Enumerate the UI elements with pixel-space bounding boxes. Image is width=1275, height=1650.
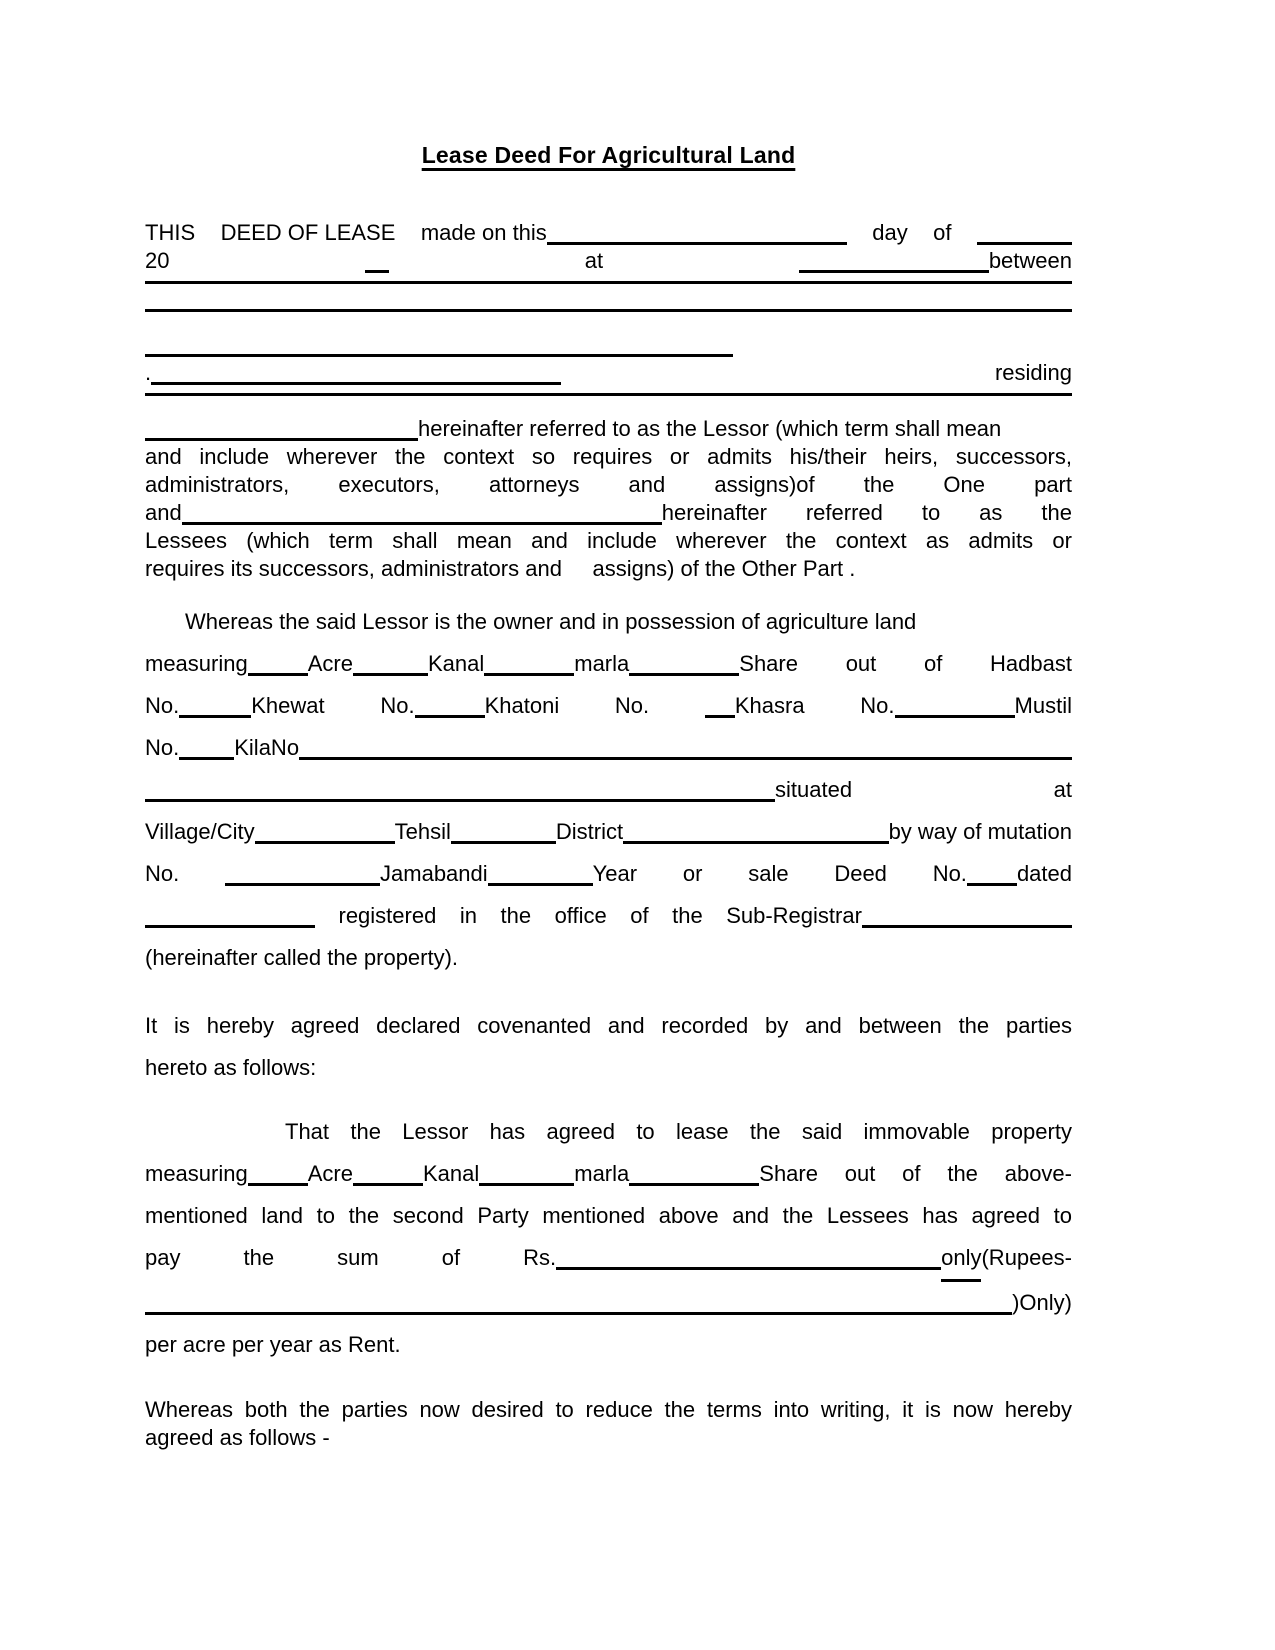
blank-field [967,882,1017,886]
text-chunk [490,1111,525,1153]
text-chunk [683,853,703,895]
text-segment: Kanal [422,1161,480,1186]
text-chunk [365,247,389,275]
blank-field [484,672,574,676]
blank-field [145,437,418,441]
text-segment: pay [145,1245,181,1270]
text-chunk [806,499,883,527]
text-segment: measuring [145,651,248,676]
text-chunk [924,643,942,685]
text-segment: of [902,1161,921,1186]
lessor-definition-line-1: and include wherever the context so requires or admits his/their heirs, successors, [145,444,1072,469]
text-segment: sum [337,1245,379,1270]
blank-field [862,924,1072,928]
blank-field [629,1182,759,1186]
blank-field [488,882,593,886]
kila-no-line [145,727,1072,769]
blank-field [145,280,1072,284]
text-segment: above- [1004,1161,1072,1186]
text-chunk [705,685,805,727]
deed-place-line [145,247,1072,275]
blank-field [248,672,308,676]
text-chunk [145,1153,818,1195]
text-segment: of [441,1245,461,1270]
situated-at-line [145,769,1072,811]
text-segment: Jamabandi [380,861,488,886]
blank-field [179,714,251,718]
lessor-name-blank-line-2 [145,303,1072,331]
text-chunk [802,1111,842,1153]
text-chunk [636,1111,654,1153]
blank-field [365,269,389,273]
text-chunk [995,359,1072,387]
text-segment: the [350,1119,381,1144]
text-segment: has [489,1119,526,1144]
blank-field [179,756,234,760]
text-chunk [500,895,531,937]
blank-field [255,840,395,844]
agreement-clause-line-2: hereto as follows: [145,1055,317,1080]
text-chunk [380,685,559,727]
text-segment: Year [592,861,638,886]
text-segment: referred [805,500,883,525]
text-chunk [889,811,1072,853]
text-chunk [991,1111,1072,1153]
text-chunk [339,895,437,937]
text-chunk [676,1111,729,1153]
blank-field [145,392,1072,396]
text-segment: No. [145,693,180,718]
text-segment: registered [338,903,437,928]
text-chunk [145,499,767,527]
text-chunk [555,895,607,937]
village-tehsil-district-line [145,811,1072,853]
text-chunk [990,643,1072,685]
text-chunk [933,853,1072,895]
lease-measurement-line [145,1153,1072,1195]
text-segment: No. [614,693,650,718]
text-segment: DEED OF LEASE [220,220,396,245]
text-segment: Lessor [402,1119,469,1144]
text-chunk [546,1111,615,1153]
text-chunk [523,1237,1072,1282]
text-segment: marla [574,1161,630,1186]
text-chunk [221,219,396,247]
text-segment: the [500,903,532,928]
text-segment: hereinafter [661,500,767,525]
text-chunk [145,685,325,727]
lease-clause-line [145,1111,1072,1153]
agreement-clause-line-1: It is hereby agreed declared covenanted and recorded by and between the parties [145,1013,1072,1038]
text-segment: Khatoni [484,693,560,718]
blank-field [145,353,733,357]
intro-paragraph [145,219,1072,583]
text-segment: the [947,1161,978,1186]
residing-line [145,359,1072,387]
rupees-words-line [145,1282,1072,1324]
text-segment: (Rupees- [981,1245,1072,1270]
whereas-ownership-paragraph [145,601,1072,979]
text-segment: to [921,500,941,525]
text-chunk [615,685,649,727]
text-segment: situated [775,777,853,802]
text-chunk [979,499,1002,527]
text-segment: to [636,1119,655,1144]
blank-field [547,241,847,245]
text-chunk [285,1111,329,1153]
text-chunk [442,1237,460,1279]
lessor-name-blank-line-3 [145,331,1072,359]
text-segment: No. [145,861,180,886]
text-segment: Share [739,651,798,676]
lessor-reference-line [145,415,1072,443]
text-segment: No. [145,735,180,760]
blank-field [145,1311,1012,1315]
text-segment: at [1053,777,1072,802]
text-segment: the [243,1245,275,1270]
text-chunk [834,853,887,895]
blank-field [895,714,1015,718]
blank-field [145,924,315,928]
text-segment: Hadbast [990,651,1072,676]
text-segment: between [988,248,1072,273]
rent-amount-line [145,1237,1072,1282]
lessee-definition-line-2: requires its successors, administrators and assigns) of the Other Part . [145,556,856,581]
text-segment: the [672,903,703,928]
text-chunk [1005,1153,1072,1195]
text-segment: Acre [307,651,353,676]
text-segment: of [923,651,943,676]
text-segment: agreed [546,1119,615,1144]
text-segment: That [285,1119,330,1144]
text-chunk [947,1153,978,1195]
agreement-paragraph [145,1005,1072,1089]
text-segment: No. [860,693,895,718]
sub-registrar-line [145,895,1072,937]
text-chunk [630,895,648,937]
text-chunk [145,895,315,937]
text-chunk [244,1237,275,1279]
blank-field [248,1182,308,1186]
property-clause-line: (hereinafter called the property). [145,945,459,970]
blank-field [977,241,1072,245]
text-segment: lease [676,1119,729,1144]
text-segment: said [801,1119,843,1144]
blank-field [623,840,888,844]
text-segment: No. [380,693,415,718]
text-segment: . [145,360,152,385]
closing-clause-line-2: agreed as follows - [145,1425,330,1450]
closing-clause-line-1: Whereas both the parties now desired to reduce the terms into writing, it is now hereby [145,1397,1072,1422]
text-segment: at [584,248,604,273]
text-segment: )Only) [1012,1290,1072,1315]
text-segment: sale [748,861,789,886]
text-chunk [145,331,733,359]
text-segment: day [872,220,908,245]
deed-date-line [145,219,1072,247]
text-segment: as [979,500,1003,525]
text-segment: of [630,903,649,928]
document-body [145,219,1072,1452]
blank-field [225,882,380,886]
text-chunk [145,359,561,387]
blank-field [353,672,428,676]
text-chunk [1041,499,1072,527]
text-chunk [585,247,603,275]
land-numbers-line [145,685,1072,727]
text-chunk [845,1153,876,1195]
text-segment: Acre [307,1161,353,1186]
closing-paragraph [145,1396,1072,1452]
whereas-ownership-line: Whereas the said Lessor is the owner and in possession of agriculture land [185,609,917,634]
text-segment: 20 [145,248,170,273]
text-chunk [145,415,1001,443]
text-segment: out [844,1161,876,1186]
text-chunk [846,643,877,685]
jamabandi-line [145,853,1072,895]
text-segment: of [933,220,952,245]
text-chunk [933,219,951,247]
blank-field [151,381,561,385]
lessor-address-blank-line [145,387,1072,415]
text-chunk [726,895,1072,937]
text-chunk [402,1111,468,1153]
text-segment: Share [759,1161,818,1186]
text-segment: office [554,903,607,928]
text-chunk [748,853,788,895]
text-segment: THIS [145,220,196,245]
text-segment: Khasra [734,693,805,718]
text-chunk [337,1237,379,1279]
underlined-text: only [941,1237,981,1282]
text-chunk [872,219,907,247]
text-segment: Sub-Registrar [726,903,862,928]
text-chunk [145,811,623,853]
text-segment: the [749,1119,781,1144]
text-chunk [799,247,1072,275]
text-chunk [421,219,847,247]
text-segment: Deed [834,861,887,886]
lessee-definition-line-1: Lessees (which term shall mean and include wherever the context as admits or [145,528,1072,553]
text-segment: Kanal [427,651,485,676]
text-segment: made on this [420,220,547,245]
text-chunk [145,1237,180,1279]
blank-field [182,521,662,525]
text-chunk [350,1111,381,1153]
text-chunk [145,853,179,895]
text-segment: residing [994,360,1072,385]
text-segment: property [991,1119,1072,1144]
text-chunk [460,895,477,937]
text-segment: or [682,861,703,886]
text-chunk [145,247,169,275]
blank-field [451,840,556,844]
blank-field [145,798,775,802]
text-chunk [860,685,1072,727]
text-segment: Tehsil [394,819,451,844]
text-chunk [922,499,940,527]
text-segment: the [1041,500,1072,525]
blank-field [479,1182,574,1186]
blank-field [415,714,485,718]
blank-field [799,269,989,273]
text-segment: hereinafter referred to as the Lessor (which term shall mean [418,416,1002,441]
text-segment: by way of mutation [888,819,1072,844]
text-segment: in [459,903,477,928]
text-chunk [145,643,798,685]
text-segment: Khewat [251,693,325,718]
text-chunk [145,727,299,769]
text-segment: immovable [863,1119,970,1144]
blank-field [353,1182,423,1186]
blank-field [629,672,739,676]
text-segment: dated [1016,861,1072,886]
text-segment: marla [574,651,630,676]
text-segment: KilaNo [234,735,300,760]
text-chunk [977,219,1072,247]
text-chunk [672,895,703,937]
second-party-line: mentioned land to the second Party mentioned above and the Lessees has agreed to [145,1203,1072,1228]
text-chunk [225,853,637,895]
text-chunk [1054,769,1072,811]
text-segment: measuring [145,1161,248,1186]
rent-period-line: per acre per year as Rent. [145,1332,401,1357]
text-chunk [902,1153,920,1195]
text-segment: Village/City [145,819,255,844]
text-chunk [145,219,195,247]
blank-field [299,756,1072,760]
text-segment: out [845,651,877,676]
land-measurement-line [145,643,1072,685]
blank-field [556,1266,941,1270]
text-chunk [750,1111,781,1153]
text-chunk [145,769,852,811]
text-segment: District [555,819,624,844]
text-segment: Rs. [523,1245,557,1270]
lessor-name-blank-line-1 [145,275,1072,303]
lessee-name-line [145,499,1072,527]
text-segment: No. [932,861,967,886]
text-segment: Mustil [1014,693,1072,718]
blank-field [705,714,735,718]
text-chunk [1012,1282,1072,1324]
document-title: Lease Deed For Agricultural Land [421,142,796,168]
blank-field [145,308,1072,312]
text-segment: and [145,500,182,525]
lessor-definition-line-2: administrators, executors, attorneys and assigns)of the One part [145,472,1072,497]
text-chunk [864,1111,970,1153]
lease-terms-paragraph [145,1111,1072,1366]
